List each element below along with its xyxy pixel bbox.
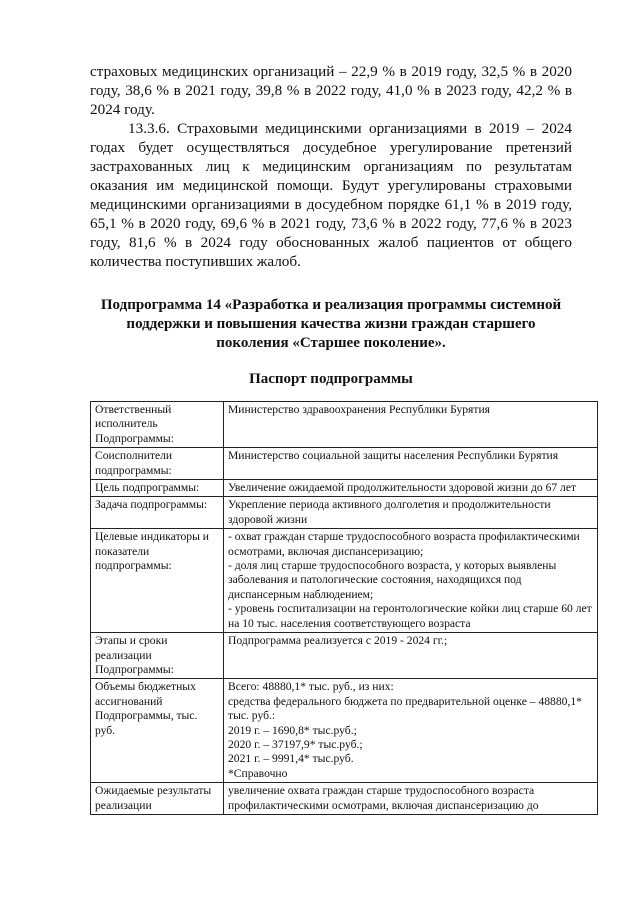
table-row xyxy=(91,497,598,529)
table-row xyxy=(91,679,598,783)
table-row xyxy=(91,783,598,815)
row-label: Задача подпрограммы: xyxy=(91,497,224,529)
table-row xyxy=(91,633,598,679)
row-value xyxy=(224,679,598,783)
row-label: Ожидаемые результаты реализации xyxy=(91,783,224,815)
table-row xyxy=(91,448,598,480)
paragraph-13-3-6-text: 13.3.6. Страховыми медицинскими организациями в 2019 – 2024 годах будет осуществляться досудебное урегулирование претензий застрахованных лиц к медицинским организациям по результатам оказания им медицинской помощи. Будут урегулированы страховыми медицинскими организациями в досудебном порядке 61,1 % в 2019 году, 65,1 % в 2020 году, 69,6 % в 2021 году, 73,6 % в 2022 году, 77,6 % в 2023 году, 81,6 % в 2024 году обоснованных жалоб пациентов от общего количества поступивших жалоб. xyxy=(90,120,572,270)
row-value-line: 2019 г. – 1690,8* тыс.руб.; xyxy=(228,723,357,737)
row-value-line: Министерство здравоохранения Республики Бурятия xyxy=(228,403,490,416)
row-label: Ответственный исполнитель Подпрограммы: xyxy=(91,402,224,448)
row-value xyxy=(224,402,598,448)
row-value-line: увеличение охвата граждан старше трудоспособного возраста профилактическими осмотрами, включая диспансеризацию до xyxy=(228,784,539,812)
passport-title: Паспорт подпрограммы xyxy=(249,371,413,387)
paragraph-insurance-share: страховых медицинских организаций – 22,9 % в 2019 году, 32,5 % в 2020 году, 38,6 % в 2021 году, 39,8 % в 2022 году, 41,0 % в 2023 году, 42,2 % в 2024 году. xyxy=(90,63,572,118)
row-value xyxy=(224,497,598,529)
row-value-line: - охват граждан старше трудоспособного возраста профилактическими осмотрами, включая диспансеризацию; xyxy=(228,530,580,558)
row-value-line: Всего: 48880,1* тыс. руб., из них: xyxy=(228,680,394,694)
row-value-line: 2020 г. – 37197,9* тыс.руб.; xyxy=(228,737,363,751)
row-value-line: Подпрограмма реализуется с 2019 - 2024 гг.; xyxy=(228,634,448,648)
paragraph-13-3-6 xyxy=(90,119,572,271)
row-label: Этапы и сроки реализации Подпрограммы: xyxy=(91,633,224,679)
table-row xyxy=(91,480,598,497)
table-row xyxy=(91,529,598,633)
row-value xyxy=(224,480,598,497)
row-value xyxy=(224,529,598,633)
row-label: Целевые индикаторы и показатели подпрограммы: xyxy=(91,529,224,633)
row-value-line: Укрепление периода активного долголетия и продолжительности здоровой жизни xyxy=(228,498,551,526)
row-label: Соисполнители подпрограммы: xyxy=(91,448,224,480)
table-row xyxy=(91,402,598,448)
row-value-line: средства федерального бюджета по предварительной оценке – 48880,1* тыс. руб.: xyxy=(228,694,582,723)
passport-table xyxy=(90,401,598,815)
row-value xyxy=(224,633,598,679)
row-value-line: - доля лиц старше трудоспособного возраста, у которых выявлены заболевания и патологические состояния, находящихся под диспансерным наблюдением; xyxy=(228,559,557,601)
row-value-line: Увеличение ожидаемой продолжительности здоровой жизни до 67 лет xyxy=(228,481,577,495)
row-value-line: 2021 г. – 9991,4* тыс.руб. xyxy=(228,752,354,766)
row-label: Объемы бюджетных ассигнований Подпрограммы, тыс. руб. xyxy=(91,679,224,783)
subprogram-heading: Подпрограмма 14 «Разработка и реализация программы системной поддержки и повышения качества жизни граждан старшего поколения «Старшее поколение». xyxy=(100,297,562,351)
row-label: Цель подпрограммы: xyxy=(91,480,224,497)
row-value xyxy=(224,783,598,815)
row-value-line: - уровень госпитализации на геронтологические койки лиц старше 60 лет на 10 тыс. населения соответствующего возраста xyxy=(228,602,592,630)
row-value-line: *Справочно xyxy=(228,766,288,780)
row-value xyxy=(224,448,598,480)
row-value-line: Министерство социальной защиты населения Республики Бурятия xyxy=(228,449,559,463)
